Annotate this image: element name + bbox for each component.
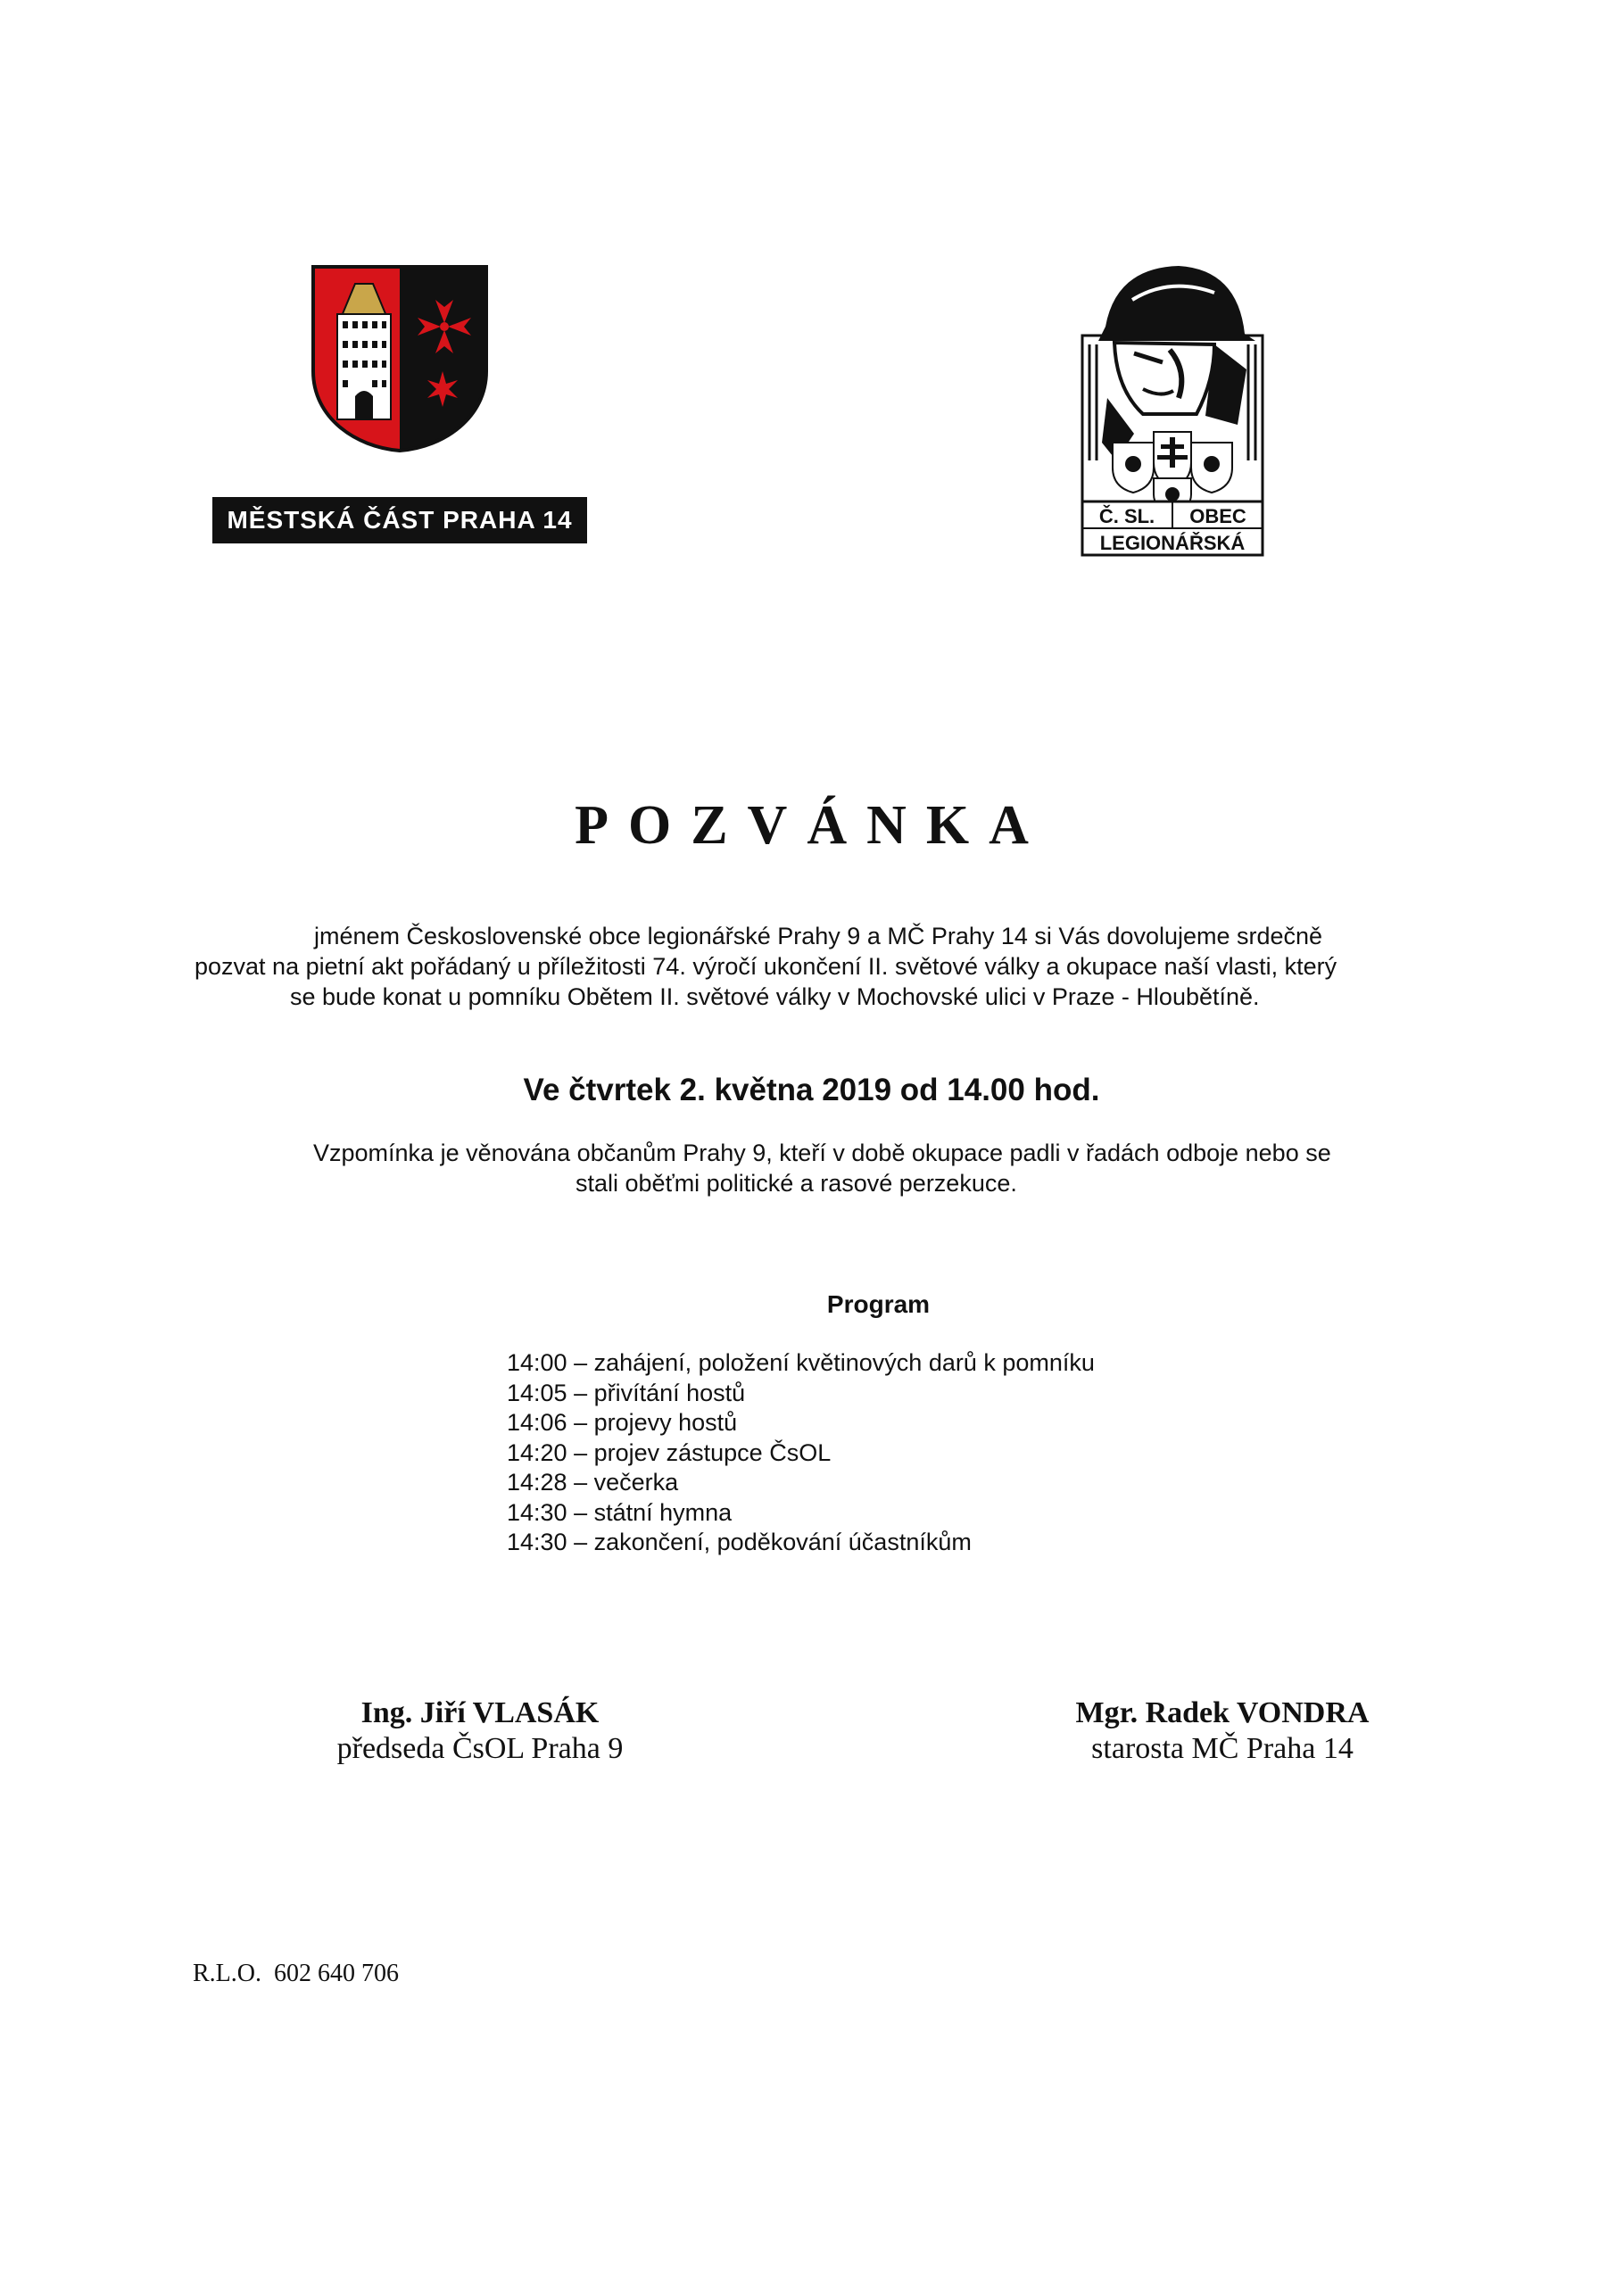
invitation-title: POZVÁNKA [575, 795, 1048, 856]
praha14-coat-of-arms-logo [311, 264, 489, 453]
contact-phone: R.L.O. 602 640 706 [193, 1960, 399, 1987]
program-list [507, 1348, 1095, 1558]
program-item: 14:05 – přivítání hostů [507, 1379, 746, 1406]
csol-logo-text-obec: OBEC [1189, 505, 1246, 527]
praha14-logo-label: MĚSTSKÁ ČÁST PRAHA 14 [212, 497, 587, 543]
signature-right-role: starosta MČ Praha 14 [1091, 1732, 1354, 1765]
signature-left-role: předseda ČsOL Praha 9 [336, 1732, 624, 1765]
signature-right [1026, 1695, 1419, 1767]
program-item: 14:28 – večerka [507, 1469, 679, 1496]
signature-right-name: Mgr. Radek VONDRA [1075, 1696, 1370, 1729]
event-date-heading: Ve čtvrtek 2. května 2019 od 14.00 hod. [523, 1073, 1100, 1107]
program-item: 14:20 – projev zástupce ČsOL [507, 1438, 832, 1466]
signature-left [284, 1695, 676, 1767]
intro-line-3: se bude konat u pomníku Obětem II. světové války v Mochovské ulici v Praze - Hloubětíně. [290, 983, 1260, 1010]
memorial-line-1: Vzpomínka je věnována občanům Prahy 9, kteří v době okupace padli v řadách odboje nebo se [313, 1140, 1331, 1166]
memorial-line-2: stali oběťmi politické a rasové perzekuce. [576, 1170, 1017, 1197]
csol-logo-text-legionarska: LEGIONÁŘSKÁ [1099, 532, 1246, 554]
program-title: Program [826, 1290, 931, 1318]
program-item: 14:30 – zakončení, poděkování účastníkům [507, 1529, 972, 1555]
csol-logo-text-csl: Č. SL. [1098, 505, 1155, 527]
signature-left-name: Ing. Jiří VLASÁK [360, 1696, 600, 1729]
program-item: 14:00 – zahájení, položení květinových darů k pomníku [507, 1349, 1095, 1376]
intro-line-2: pozvat na pietní akt pořádaný u příležitosti 74. výročí ukončení II. světové války a okupace naší vlasti, který [195, 953, 1337, 980]
program-item: 14:06 – projevy hostů [507, 1409, 738, 1436]
program-item: 14:30 – státní hymna [507, 1498, 733, 1526]
intro-line-1: jménem Československé obce legionářské Prahy 9 a MČ Prahy 14 si Vás dovolujeme srdečně [314, 923, 1323, 949]
csol-legionnaire-emblem-logo [1081, 264, 1264, 557]
